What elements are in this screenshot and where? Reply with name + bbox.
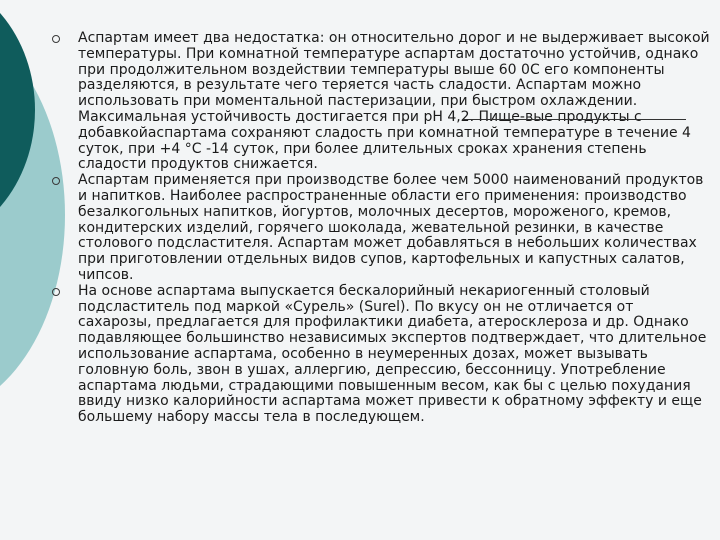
circle-bullet-icon bbox=[52, 177, 60, 185]
circle-bullet-icon bbox=[52, 35, 60, 43]
bullet-item-2 bbox=[50, 173, 710, 284]
bullet-item-3 bbox=[50, 284, 710, 426]
bullet-text-2: Аспартам применяется при производстве более чем 5000 наименований продуктов и напитков. Наиболее распространенные области его применения: производство безалкогольных напитков, йогуртов, молочных десертов, мороженого, кремов, кондитерских изделий, горячего шоколада, жевательной резинки, в качестве столового подсластителя. Аспартам может добавляться в небольших количествах при приготовлении отдельных видов супов, картофельных и капустных салатов, чипсов. bbox=[78, 172, 704, 283]
underline-mark bbox=[463, 119, 686, 120]
bullet-text-3: На основе аспартама выпускается бескалорийный некариогенный столовый подсластитель под маркой «Сурель» (Surel). По вкусу он не отличается от сахарозы, предлагается для профилактики диабета, атеросклероза и др. Однако подавляющее большинство независимых экспертов подтверждает, что длительное использование аспартама, особенно в неумеренных дозах, может вызывать головную боль, звон в ушах, аллергию, депрессию, бессонницу. Употребление аспартама людьми, страдающими повышенным весом, как бы с целью похудания ввиду низко калорийности аспартама может привести к обратному эффекту и еще большему набору массы тела в последующем. bbox=[78, 282, 707, 426]
bullet-text-1: Аспартам имеет два недостатка: он относительно дорог и не выдерживает высокой температуры. При комнатной температуре аспартам достаточно устойчив, однако при продолжительном воздействии температуры выше 60 0С его компоненты разделяются, в результате чего теряется часть сладости. Аспартам можно использовать при моментальной пастеризации, при быстром охлаждении. Максимальная устойчивость достигается при рН 4,2. Пище-вые продукты с добавкойаспартама сохраняют сладость при комнатной температуре в течение 4 суток, при +4 °С -14 суток, при более длительных сроках хранения степень сладости продуктов снижается. bbox=[78, 30, 710, 173]
bullet-item-1 bbox=[50, 31, 710, 173]
circle-bullet-icon bbox=[52, 288, 60, 296]
slide-content bbox=[50, 31, 710, 426]
bullet-list bbox=[50, 31, 710, 426]
